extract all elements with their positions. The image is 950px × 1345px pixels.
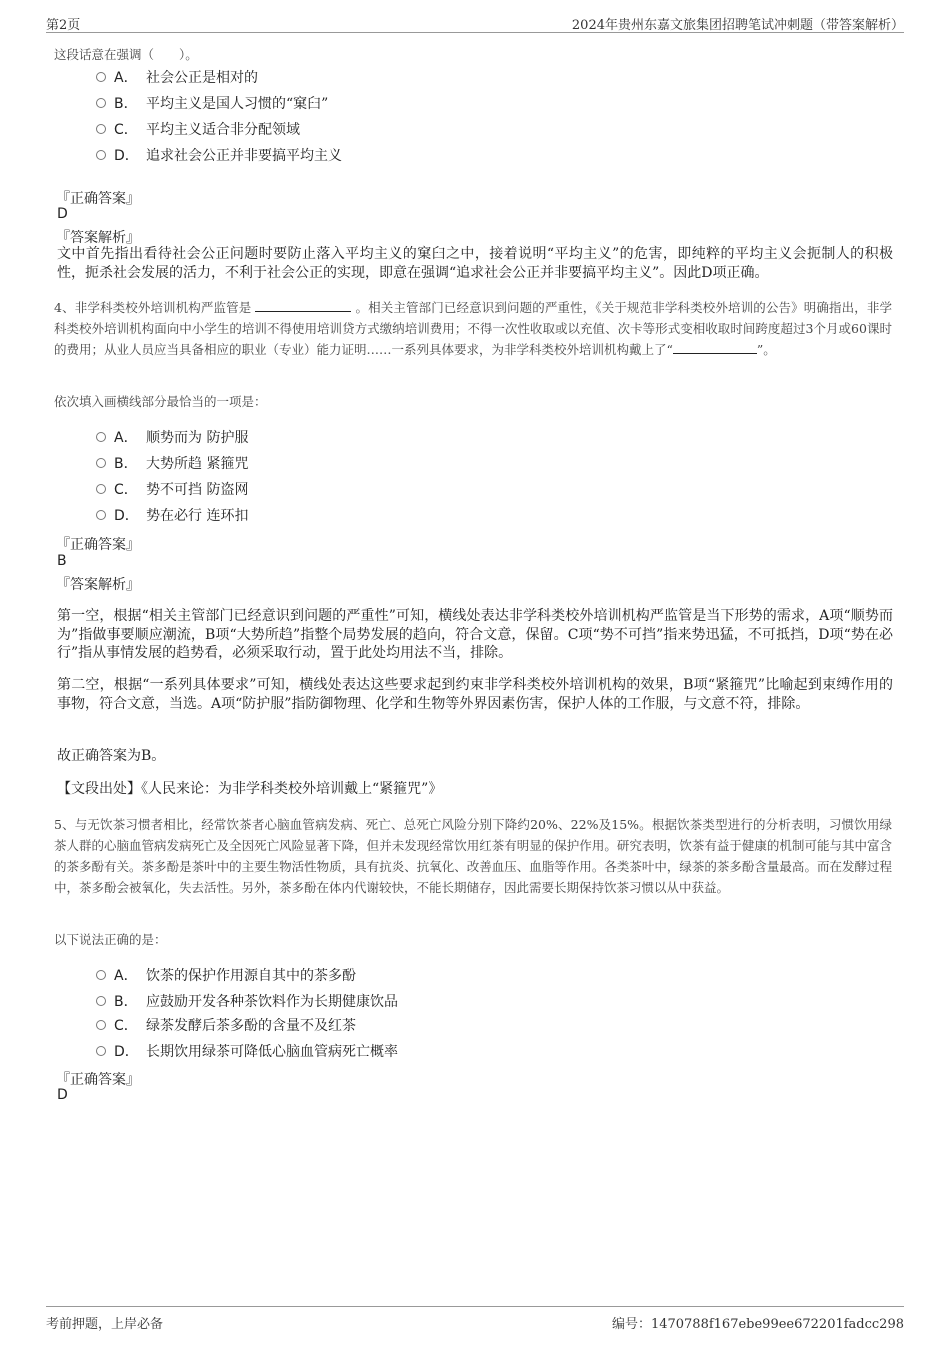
radio-icon[interactable] xyxy=(96,432,106,442)
q5-prompt: 以下说法正确的是： xyxy=(54,932,167,947)
q3-option-b[interactable]: B． 平均主义是国人习惯的“窠臼” xyxy=(96,93,328,113)
radio-icon[interactable] xyxy=(96,124,106,134)
q3-analysis: 文中首先指出看待社会公正问题时要防止落入平均主义的窠臼之中，接着说明“平均主义”的危害，即纯粹的平均主义会扼制人的积极性，扼杀社会发展的活力，不利于社会公正的实现，即意在强调“追求社会公正并非要搞平均主义”。因此D项正确。 xyxy=(57,246,893,281)
q4-analysis-1: 第一空，根据“相关主管部门已经意识到问题的严重性”可知，横线处表达非学科类校外培训机构严监管是当下形势的需求，A项“顺势而为”指做事要顺应潮流，B项“大势所趋”指整个局势发展的趋向，符合文意，保留。C项“势不可挡”指来势迅猛，不可抵挡，D项“势在必行”指从事情发展的趋势看，必须采取行动，置于此处均用法不当，排除。 xyxy=(57,608,893,661)
q3-answer: D xyxy=(57,206,68,222)
q4-option-b[interactable]: B． 大势所趋 紧箍咒 xyxy=(96,453,248,473)
radio-icon[interactable] xyxy=(96,1020,106,1030)
document-code: 编号：1470788f167ebe99ee672201fadcc298 xyxy=(611,1317,904,1332)
q5-option-b[interactable]: B． 应鼓励开发各种茶饮料作为长期健康饮品 xyxy=(96,991,398,1011)
radio-icon[interactable] xyxy=(96,970,106,980)
q4-option-a[interactable]: A． 顺势而为 防护服 xyxy=(96,427,248,447)
q3-analysis-label: 『答案解析』 xyxy=(56,230,140,246)
radio-icon[interactable] xyxy=(96,1046,106,1056)
q5-option-d[interactable]: D． 长期饮用绿茶可降低心脑血管病死亡概率 xyxy=(96,1041,398,1061)
q4-blank-2 xyxy=(673,341,757,354)
q4-analysis-label: 『答案解析』 xyxy=(56,577,140,593)
header-divider xyxy=(46,32,904,33)
footer-divider xyxy=(46,1306,904,1307)
q3-stem-tail: 这段话意在强调（ ）。 xyxy=(54,47,198,62)
document-title: 2024年贵州东嘉文旅集团招聘笔试冲刺题（带答案解析） xyxy=(571,18,904,33)
q4-option-d[interactable]: D． 势在必行 连环扣 xyxy=(96,505,248,525)
q3-option-a[interactable]: A． 社会公正是相对的 xyxy=(96,67,258,87)
q4-answer: B xyxy=(57,553,67,569)
page-number: 第2页 xyxy=(46,18,81,33)
q5-answer: D xyxy=(57,1087,68,1103)
q4-analysis-2: 第二空，根据“一系列具体要求”可知，横线处表达这些要求起到约束非学科类校外培训机构的效果，B项“紧箍咒”比喻起到束缚作用的事物，符合文意，当选。A项“防护服”指防御物理、化学和生物等外界因素伤害，保护人体的工作服，与文意不符，排除。 xyxy=(57,677,893,712)
radio-icon[interactable] xyxy=(96,484,106,494)
q4-prompt: 依次填入画横线部分最恰当的一项是： xyxy=(54,394,267,409)
q4-analysis-3: 故正确答案为B。 xyxy=(57,748,166,764)
radio-icon[interactable] xyxy=(96,150,106,160)
q4-stem: 4、非学科类校外培训机构严监管是 。相关主管部门已经意识到问题的严重性，《关于规范非学科类校外培训的公告》明确指出，非学科类校外培训机构面向中小学生的培训不得使用培训贷方式缴纳培训费用；不得一次性收取或以充值、次卡等形式变相收取时间跨度超过3个月或60课时的费用；从业人员应当具备相应的职业（专业）能力证明……一系列具体要求，为非学科类校外培训机构戴上了“ ”。 xyxy=(54,300,892,357)
q5-answer-label: 『正确答案』 xyxy=(56,1072,140,1088)
radio-icon[interactable] xyxy=(96,510,106,520)
page-header xyxy=(46,14,904,34)
q3-option-d[interactable]: D． 追求社会公正并非要搞平均主义 xyxy=(96,145,342,165)
q3-option-c[interactable]: C． 平均主义适合非分配领域 xyxy=(96,119,300,139)
page-footer xyxy=(46,1313,904,1333)
q3-answer-label: 『正确答案』 xyxy=(56,191,140,207)
q5-option-a[interactable]: A． 饮茶的保护作用源自其中的茶多酚 xyxy=(96,965,356,985)
radio-icon[interactable] xyxy=(96,458,106,468)
q4-option-c[interactable]: C． 势不可挡 防盗网 xyxy=(96,479,248,499)
footer-slogan: 考前押题，上岸必备 xyxy=(46,1317,164,1332)
radio-icon[interactable] xyxy=(96,996,106,1006)
q5-stem: 5、与无饮茶习惯者相比，经常饮茶者心脑血管病发病、死亡、总死亡风险分别下降约20%、22%及15%。根据饮茶类型进行的分析表明，习惯饮用绿茶人群的心脑血管病发病死亡及全因死亡风险显著下降，但并未发现经常饮用红茶有明显的保护作用。研究表明，饮茶有益于健康的机制可能与其中富含的茶多酚有关。茶多酚是茶叶中的主要生物活性物质，具有抗炎、抗氧化、改善血压、血脂等作用。各类茶叶中，绿茶的茶多酚含量最高。而在发酵过程中，茶多酚会被氧化，失去活性。另外，茶多酚在体内代谢较快，不能长期储存，因此需要长期保持饮茶习惯以从中获益。 xyxy=(54,817,892,895)
radio-icon[interactable] xyxy=(96,98,106,108)
radio-icon[interactable] xyxy=(96,72,106,82)
q5-option-c[interactable]: C． 绿茶发酵后茶多酚的含量不及红茶 xyxy=(96,1015,356,1035)
q4-answer-label: 『正确答案』 xyxy=(56,537,140,553)
q4-source: 【文段出处】《人民来论：为非学科类校外培训戴上“紧箍咒”》 xyxy=(57,781,443,797)
q4-blank-1 xyxy=(255,299,351,312)
